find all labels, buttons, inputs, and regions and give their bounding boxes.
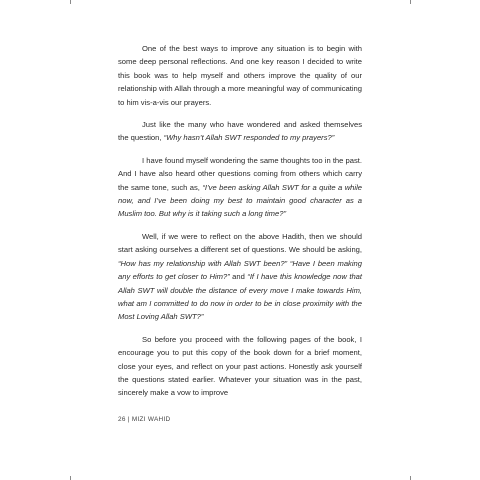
paragraph <box>118 230 362 324</box>
paragraph <box>118 333 362 400</box>
crop-mark-bottom-left <box>70 476 71 480</box>
quoted-question: “Why hasn’t Allah SWT responded to my prayers?” <box>163 133 335 143</box>
paragraph-text: and <box>229 272 248 282</box>
quoted-question: “How has my relationship with Allah SWT been?” “Have I been making any efforts to get closer to Him?” <box>118 258 362 282</box>
page-footer: 26 | MIZI WAHID <box>118 416 171 423</box>
paragraph-text: Just like the many who have wondered and asked themselves the question, <box>118 120 362 143</box>
crop-mark-bottom-right <box>410 476 411 480</box>
quoted-question: “I’ve been asking Allah SWT for a quite a while now, and I’ve been doing my best to maintain good character as a Muslim too. But why is it taking such a long time?” <box>118 182 363 219</box>
crop-mark-top-right <box>410 0 411 4</box>
crop-mark-top-left <box>70 0 71 4</box>
paragraph-text: Well, if we were to reflect on the above Hadith, then we should start asking ourselves a different set of questions. We should be asking, <box>118 231 362 255</box>
paragraph <box>118 154 362 221</box>
paragraph-text: I have found myself wondering the same thoughts too in the past. And I have also heard other questions coming from others which carry the same tone, such as, <box>118 155 362 192</box>
quoted-question: “If I have this knowledge now that Allah SWT will double the distance of every move I make towards Him, what am I committed to do now in order to be in close proximity with the Most Loving Allah SWT?” <box>118 272 362 322</box>
paragraph <box>118 118 362 145</box>
body-text <box>118 42 362 409</box>
paragraph-text: One of the best ways to improve any situation is to begin with some deep personal reflections. And one key reason I decided to write this book was to help myself and others improve the quality of our relationship with Allah through a more meaningful way of communicating to him vis-a-vis our prayers. <box>118 44 362 107</box>
paragraph <box>118 42 362 109</box>
paragraph-text: So before you proceed with the following pages of the book, I encourage you to put this copy of the book down for a brief moment, close your eyes, and reflect on your past actions. Honestly ask yourself the questions stated earlier. Whatever your situation was in the past, sincerely make a vow to improve <box>118 334 362 398</box>
